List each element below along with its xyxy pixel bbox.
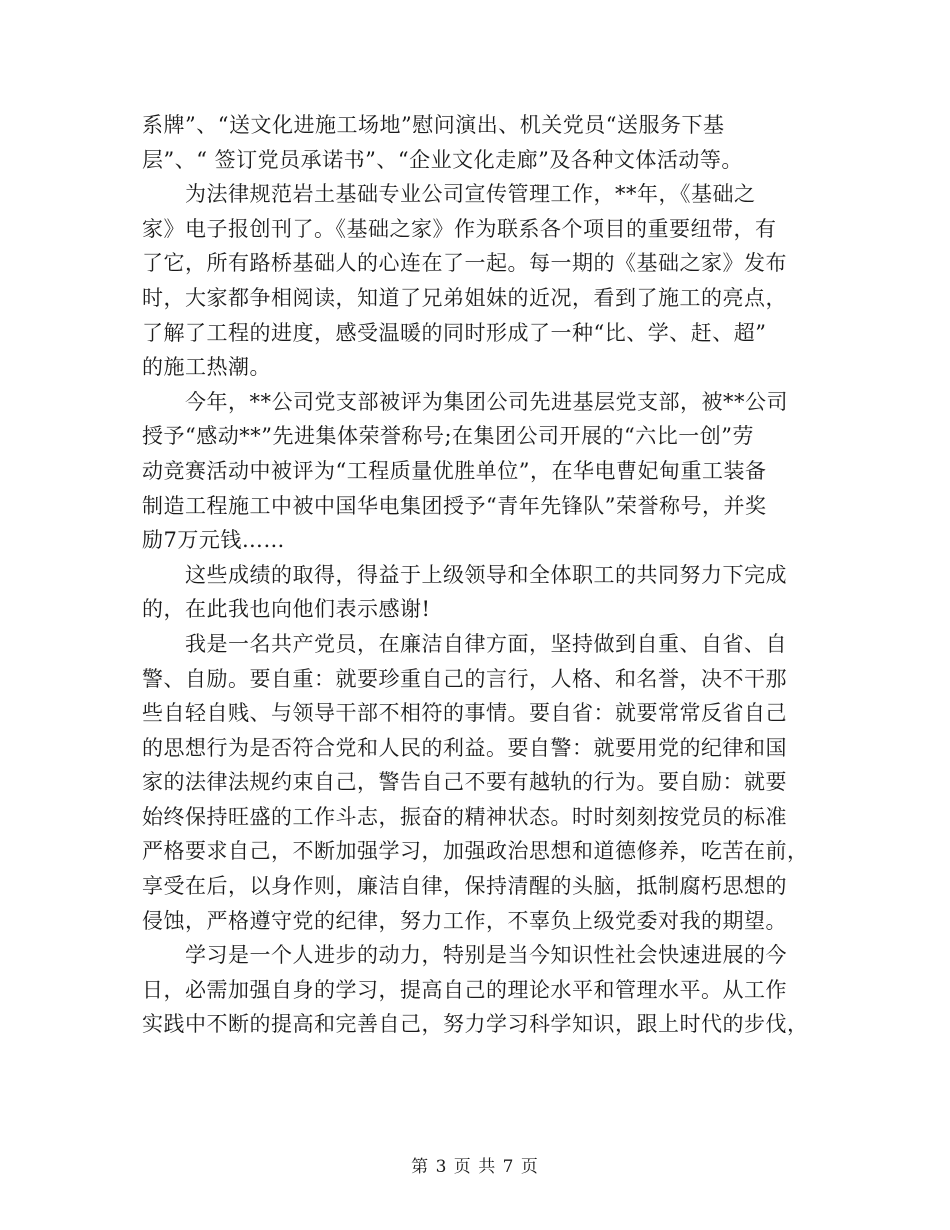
paragraph-5	[142, 627, 810, 938]
text-line: 我是一名共产党员，在廉洁自律方面，坚持做到自重、自省、自	[142, 631, 787, 656]
text-line: 家的法律法规约束自己，警告自己不要有越轨的行为。要自励：就要	[142, 770, 787, 795]
text-line: 制造工程施工中被中国华电集团授予“青年先锋队”荣誉称号，并奖	[142, 493, 767, 518]
text-line: 层”、“ 签订党员承诺书”、“企业文化走廊”及各种文体活动等。	[142, 147, 743, 172]
text-line: 实践中不断的提高和完善自己，努力学习科学知识，跟上时代的步伐，	[142, 1012, 809, 1037]
text-line: 了解了工程的进度，感受温暖的同时形成了一种“比、学、赶、超”	[142, 320, 767, 345]
text-line: 学习是一个人进步的动力，特别是当今知识性社会快速进展的今	[142, 943, 787, 968]
text-line: 的，在此我也向他们表示感谢!	[142, 597, 431, 622]
paragraph-6	[142, 938, 810, 1042]
paragraph-2	[142, 177, 810, 385]
text-line: 了它，所有路桥基础人的心连在了一起。每一期的《基础之家》发布	[142, 251, 787, 276]
document-body	[142, 108, 810, 1042]
text-line: 动竞赛活动中被评为“工程质量优胜单位”，在华电曹妃甸重工装备	[142, 458, 767, 483]
text-line: 些自轻自贱、与领导干部不相符的事情。要自省：就要常常反省自己	[142, 701, 787, 726]
text-line: 家》电子报创刊了。《基础之家》作为联系各个项目的重要纽带，有	[142, 216, 777, 241]
text-line: 时，大家都争相阅读，知道了兄弟姐妹的近况，看到了施工的亮点，	[142, 285, 787, 310]
paragraph-3	[142, 385, 810, 558]
text-line: 系牌”、“送文化进施工场地”慰问演出、机关党员“送服务下基	[142, 113, 725, 137]
text-line: 这些成绩的取得，得益于上级领导和全体职工的共同努力下完成	[142, 562, 787, 587]
text-line: 的思想行为是否符合党和人民的利益。要自警：就要用党的纪律和国	[142, 735, 787, 760]
text-line: 日，必需加强自身的学习，提高自己的理论水平和管理水平。从工作	[142, 977, 787, 1002]
text-line: 警、自励。要自重：就要珍重自己的言行，人格、和名誉，决不干那	[142, 666, 787, 691]
paragraph-1	[142, 108, 810, 177]
text-line: 为法律规范岩土基础专业公司宣传管理工作，**年，《基础之	[142, 182, 756, 207]
text-line: 励7万元钱……	[142, 528, 285, 553]
text-line: 授予“感动**”先进集体荣誉称号;在集团公司开展的“六比一创”劳	[142, 424, 755, 449]
text-line: 的施工热潮。	[142, 355, 271, 380]
page-number-footer: 第 3 页 共 7 页	[411, 1157, 539, 1177]
text-line: 享受在后，以身作则，廉洁自律，保持清醒的头脑，抵制腐朽思想的	[142, 874, 787, 899]
text-line: 始终保持旺盛的工作斗志，振奋的精神状态。时时刻刻按党员的标准	[142, 804, 787, 829]
paragraph-4	[142, 558, 810, 627]
text-line: 严格要求自己，不断加强学习，加强政治思想和道德修养，吃苦在前，	[142, 839, 809, 864]
text-line: 今年，**公司党支部被评为集团公司先进基层党支部，被**公司	[142, 389, 788, 414]
text-line: 侵蚀，严格遵守党的纪律，努力工作，不辜负上级党委对我的期望。	[142, 908, 787, 933]
